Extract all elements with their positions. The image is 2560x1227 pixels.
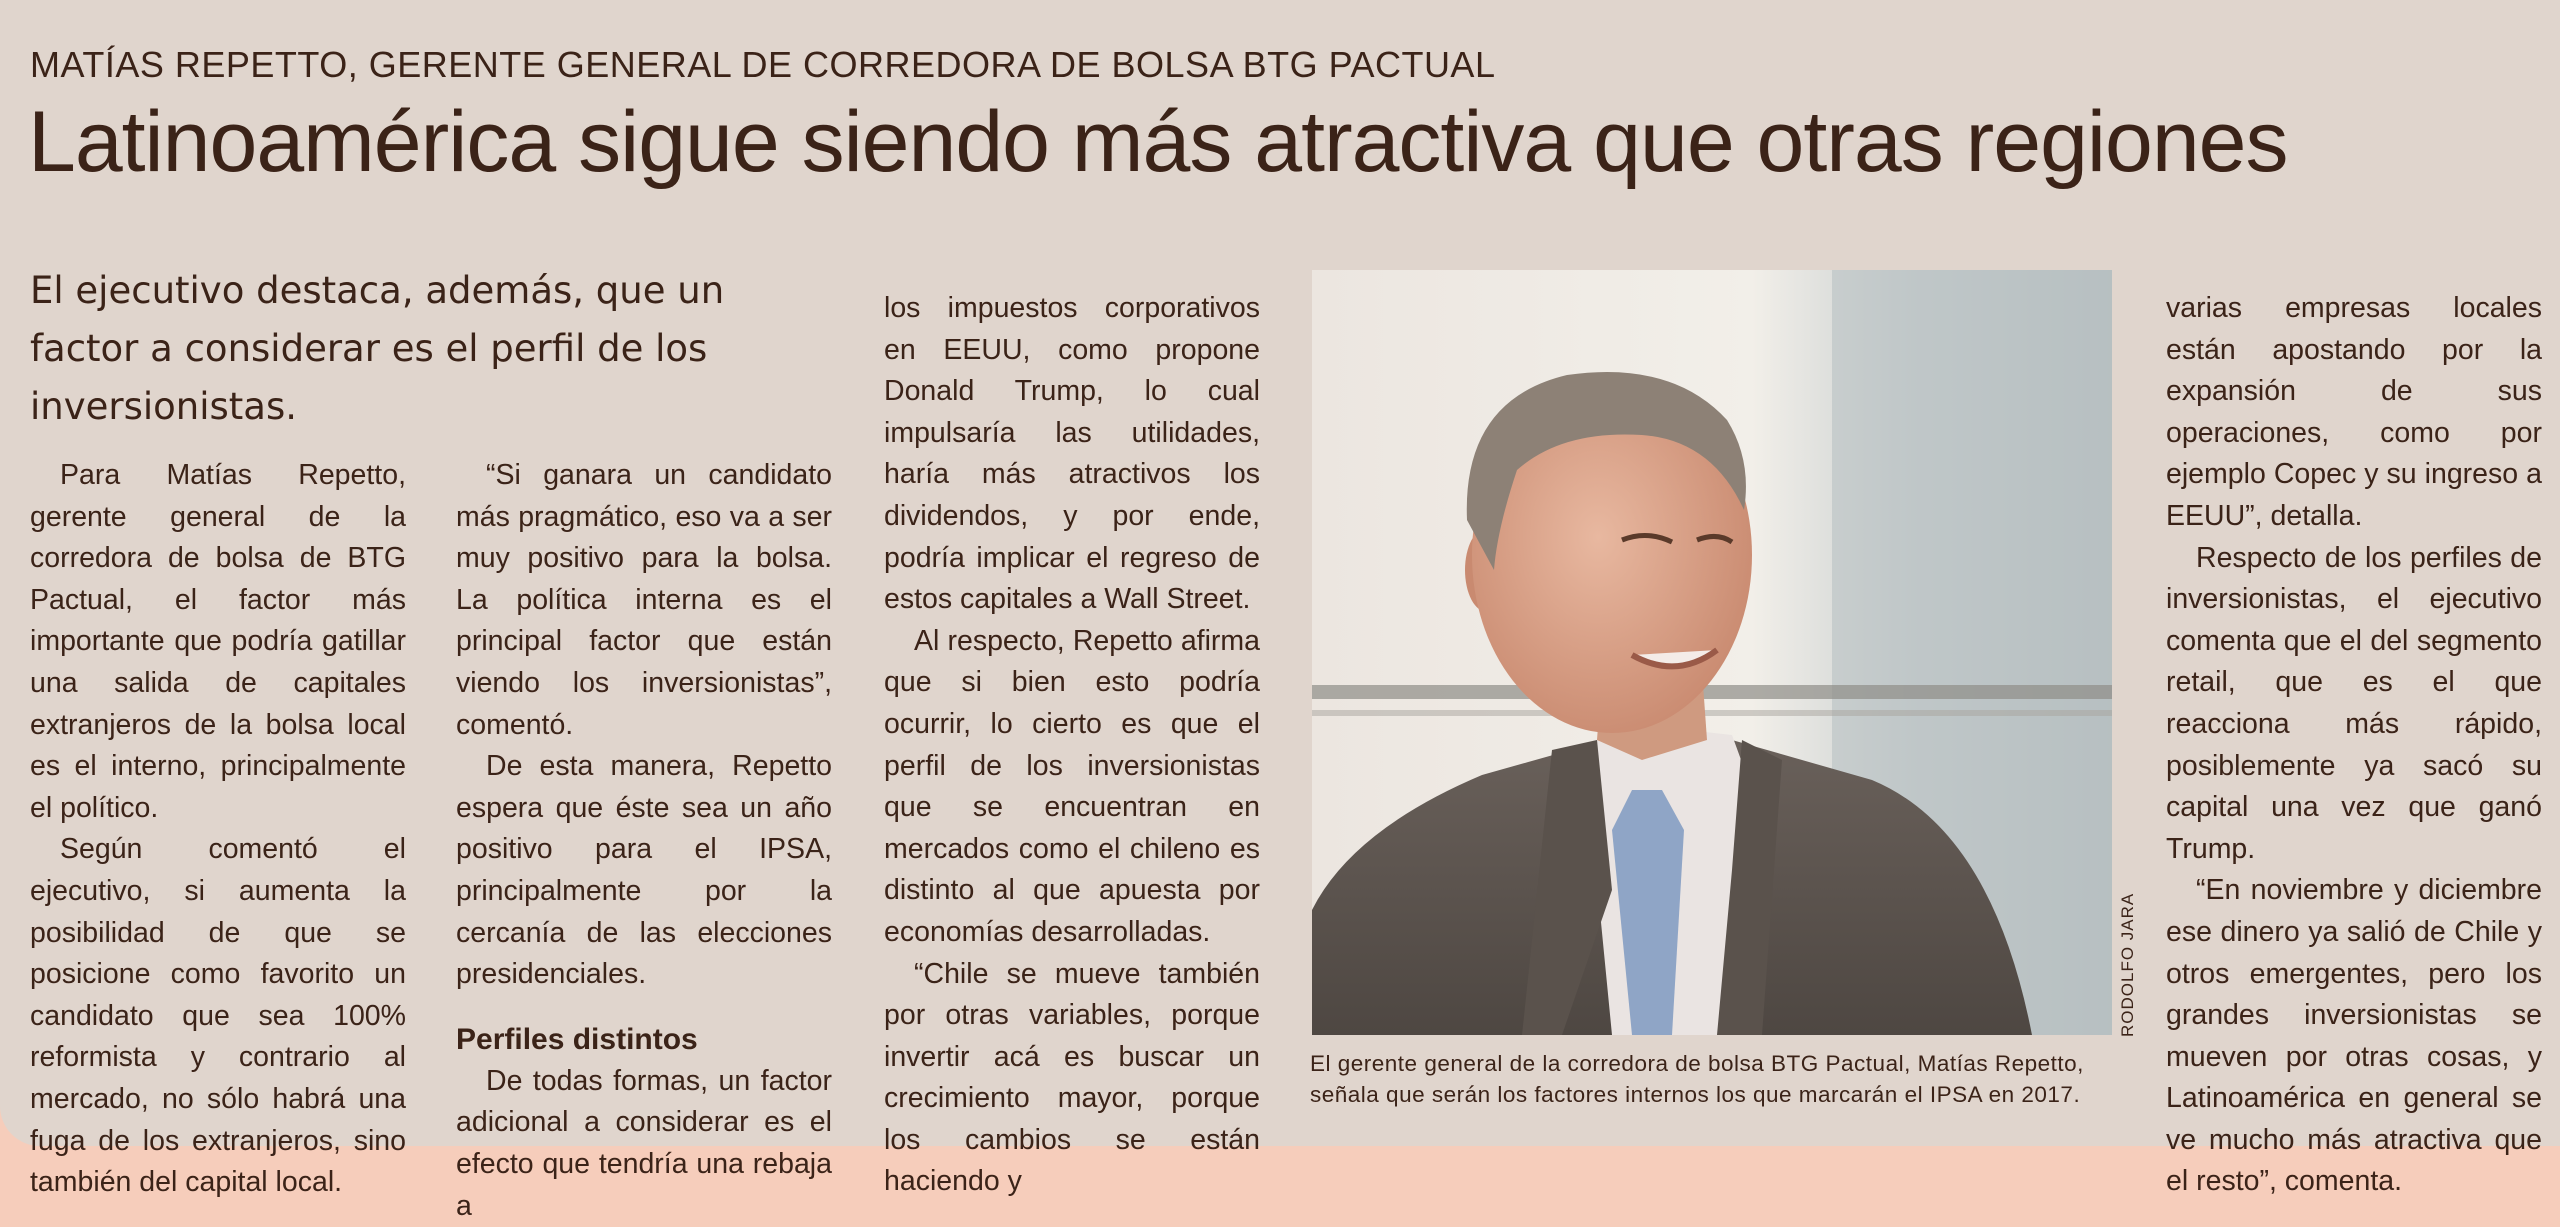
section-subhead: Perfiles distintos xyxy=(456,1022,698,1056)
article-headline: Latinoamérica sigue siendo más atractiva que otras regiones xyxy=(28,94,2288,190)
article-lead: El ejecutivo destaca, además, que un factor a considerar es el perfil de los inversionistas. xyxy=(30,269,725,428)
text-column-1 xyxy=(30,455,406,1204)
paragraph: Según comentó el ejecutivo, si aumenta la posibilidad de que se posicione como favorito un candidato que sea 100% reformista y contrario al mercado, no sólo habrá una fuga de los extranjeros, sino también del capital local. xyxy=(30,833,406,1199)
paragraph: Al respecto, Repetto afirma que si bien esto podría ocurrir, lo cierto es que el perfil de los inversionistas que se encuentran en mercados como el chileno es distinto al que apuesta por economías desarrolladas. xyxy=(884,624,1260,948)
paragraph: De esta manera, Repetto espera que éste sea un año positivo para el IPSA, principalmente por la cercanía de las elecciones presidenciales. xyxy=(456,750,832,991)
portrait-photo xyxy=(1312,270,2112,1035)
paragraph: varias empresas locales están apostando por la expansión de sus operaciones, como por ejemplo Copec y su ingreso a EEUU”, detalla. xyxy=(2166,292,2542,532)
text-column-2 xyxy=(456,455,832,1227)
paragraph: “En noviembre y diciembre ese dinero ya salió de Chile y otros emergentes, pero los grandes inversionistas se mueven por otras cosas, y Latinoamérica en general se ve mucho más atractiva que el resto”, comenta. xyxy=(2166,874,2542,1198)
paragraph: “Si ganara un candidato más pragmático, eso va a ser muy positivo para la bolsa. La política interna es el principal factor que están viendo los inversionistas”, comentó. xyxy=(456,459,832,741)
portrait-illustration xyxy=(1312,270,2112,1035)
text-column-4 xyxy=(2166,288,2542,1203)
paragraph: los impuestos corporativos en EEUU, como propone Donald Trump, lo cual impulsaría las utilidades, haría más atractivos los dividendos, y por ende, podría implicar el regreso de estos capitales a Wall Street. xyxy=(884,292,1260,616)
paragraph: Para Matías Repetto, gerente general de la corredora de bolsa de BTG Pactual, el factor más importante que podría gatillar una salida de capitales extranjeros de la bolsa local es el interno, principalmente el político. xyxy=(30,459,406,824)
article-kicker: MATÍAS REPETTO, GERENTE GENERAL DE CORREDORA DE BOLSA BTG PACTUAL xyxy=(30,44,1496,85)
paragraph: De todas formas, un factor adicional a considerar es el efecto que tendría una rebaja a xyxy=(456,1064,832,1222)
photo-caption: El gerente general de la corredora de bolsa BTG Pactual, Matías Repetto, señala que serán los factores internos los que marcarán el IPSA en 2017. xyxy=(1310,1051,2084,1107)
paragraph: Respecto de los perfiles de inversionistas, el ejecutivo comenta que el del segmento retail, que es el que reacciona más rápido, posiblemente ya sacó su capital una vez que ganó Trump. xyxy=(2166,541,2542,865)
paragraph: “Chile se mueve también por otras variables, porque invertir acá es buscar un crecimiento mayor, porque los cambios se están haciendo y xyxy=(884,957,1260,1198)
text-column-3 xyxy=(884,288,1260,1203)
photo-credit: RODOLFO JARA xyxy=(2118,892,2137,1037)
